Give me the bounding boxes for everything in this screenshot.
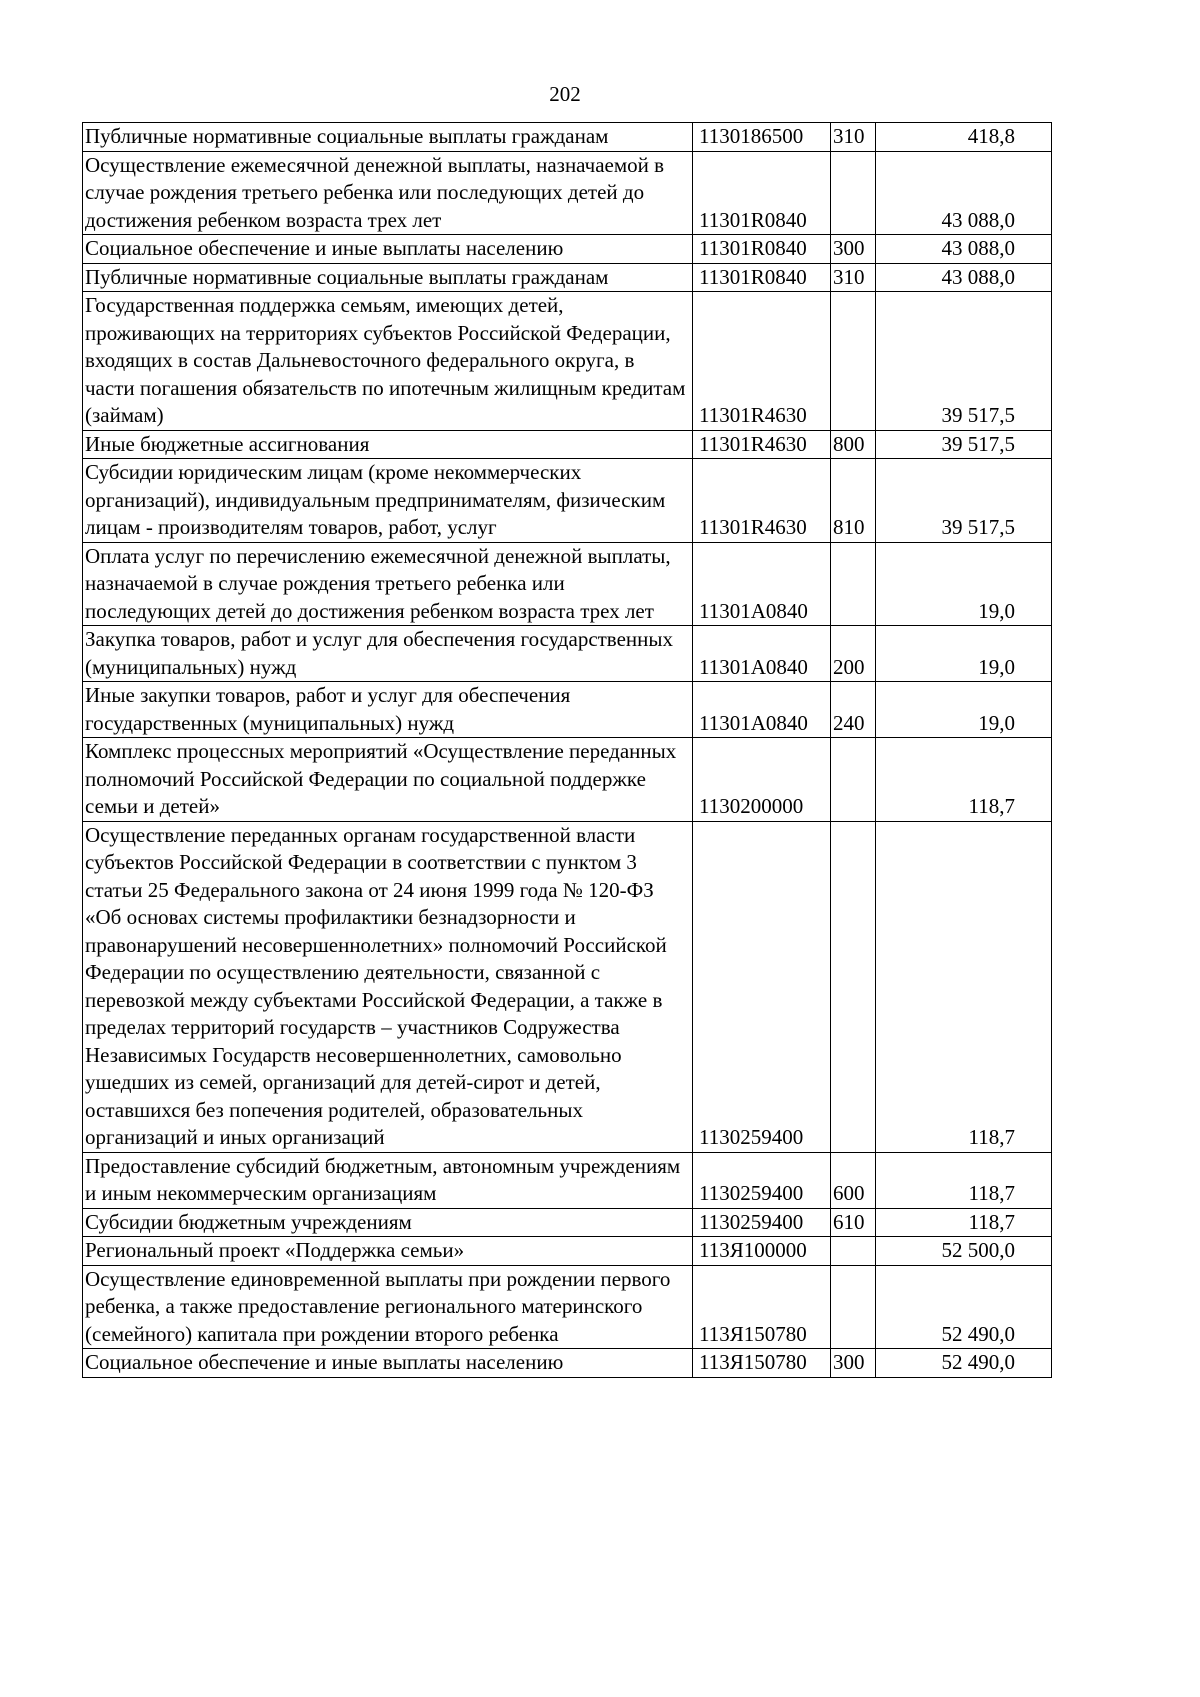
row-amount: 19,0 xyxy=(876,542,1052,626)
row-name: Субсидии юридическим лицам (кроме некоммерческих организаций), индивидуальным предпринимателям, физическим лицам - производителям товаров, работ, услуг xyxy=(83,459,693,543)
row-code: 11301R4630 xyxy=(693,430,831,459)
row-name: Осуществление ежемесячной денежной выплаты, назначаемой в случае рождения третьего ребенка или последующих детей до достижения ребенком возраста трех лет xyxy=(83,151,693,235)
row-type: 300 xyxy=(831,1349,876,1378)
table-row xyxy=(83,1237,1052,1266)
row-amount: 19,0 xyxy=(876,626,1052,682)
table-row xyxy=(83,263,1052,292)
row-amount: 43 088,0 xyxy=(876,235,1052,264)
row-amount: 39 517,5 xyxy=(876,459,1052,543)
row-name: Социальное обеспечение и иные выплаты населению xyxy=(83,1349,693,1378)
row-amount: 39 517,5 xyxy=(876,430,1052,459)
row-name: Закупка товаров, работ и услуг для обеспечения государственных (муниципальных) нужд xyxy=(83,626,693,682)
row-code: 11301A0840 xyxy=(693,542,831,626)
row-code: 11301R0840 xyxy=(693,263,831,292)
table-row xyxy=(83,542,1052,626)
row-type: 300 xyxy=(831,235,876,264)
row-type xyxy=(831,738,876,822)
row-code: 11301R0840 xyxy=(693,151,831,235)
row-code: 11301R4630 xyxy=(693,459,831,543)
row-type: 310 xyxy=(831,263,876,292)
row-code: 1130259400 xyxy=(693,1208,831,1237)
row-type xyxy=(831,1237,876,1266)
row-name: Осуществление единовременной выплаты при рождении первого ребенка, а также предоставление регионального материнского (семейного) капитала при рождении второго ребенка xyxy=(83,1265,693,1349)
row-type xyxy=(831,821,876,1152)
row-name: Осуществление переданных органам государственной власти субъектов Российской Федерации в соответствии с пунктом 3 статьи 25 Федерального закона от 24 июня 1999 года № 120-ФЗ «Об основах системы профилактики безнадзорности и правонарушений несовершеннолетних» полномочий Российской Федерации по осуществлению деятельности, связанной с перевозкой между субъектами Российской Федерации, а также в пределах территорий государств – участников Содружества Независимых Государств несовершеннолетних, самовольно ушедших из семей, организаций для детей-сирот и детей, оставшихся без попечения родителей, образовательных организаций и иных организаций xyxy=(83,821,693,1152)
row-name: Иные бюджетные ассигнования xyxy=(83,430,693,459)
row-name: Региональный проект «Поддержка семьи» xyxy=(83,1237,693,1266)
table-row xyxy=(83,459,1052,543)
row-amount: 118,7 xyxy=(876,738,1052,822)
row-name: Комплекс процессных мероприятий «Осуществление переданных полномочий Российской Федерации по социальной поддержке семьи и детей» xyxy=(83,738,693,822)
table-row xyxy=(83,1152,1052,1208)
row-type xyxy=(831,151,876,235)
budget-table xyxy=(82,122,1052,1378)
row-name: Государственная поддержка семьям, имеющих детей, проживающих на территориях субъектов Российской Федерации, входящих в состав Дальневосточного федерального округа, в части погашения обязательств по ипотечным жилищным кредитам (займам) xyxy=(83,292,693,431)
row-code: 113Я150780 xyxy=(693,1349,831,1378)
row-type: 240 xyxy=(831,682,876,738)
row-name: Предоставление субсидий бюджетным, автономным учреждениям и иным некоммерческим организациям xyxy=(83,1152,693,1208)
row-code: 11301A0840 xyxy=(693,682,831,738)
row-code: 11301R0840 xyxy=(693,235,831,264)
table-row xyxy=(83,626,1052,682)
row-amount: 39 517,5 xyxy=(876,292,1052,431)
row-code: 113Я150780 xyxy=(693,1265,831,1349)
row-code: 1130259400 xyxy=(693,821,831,1152)
row-amount: 52 490,0 xyxy=(876,1265,1052,1349)
row-amount: 43 088,0 xyxy=(876,151,1052,235)
row-amount: 118,7 xyxy=(876,821,1052,1152)
table-row xyxy=(83,123,1052,152)
table-row xyxy=(83,1349,1052,1378)
row-type xyxy=(831,292,876,431)
row-code: 1130200000 xyxy=(693,738,831,822)
row-type: 310 xyxy=(831,123,876,152)
row-type xyxy=(831,1265,876,1349)
table-row xyxy=(83,235,1052,264)
row-code: 1130186500 xyxy=(693,123,831,152)
row-amount: 43 088,0 xyxy=(876,263,1052,292)
table-row xyxy=(83,738,1052,822)
row-type: 610 xyxy=(831,1208,876,1237)
row-amount: 418,8 xyxy=(876,123,1052,152)
row-name: Иные закупки товаров, работ и услуг для обеспечения государственных (муниципальных) нужд xyxy=(83,682,693,738)
row-code: 11301R4630 xyxy=(693,292,831,431)
row-name: Субсидии бюджетным учреждениям xyxy=(83,1208,693,1237)
row-amount: 118,7 xyxy=(876,1152,1052,1208)
row-code: 1130259400 xyxy=(693,1152,831,1208)
row-code: 11301A0840 xyxy=(693,626,831,682)
row-type: 200 xyxy=(831,626,876,682)
row-amount: 52 490,0 xyxy=(876,1349,1052,1378)
row-type: 800 xyxy=(831,430,876,459)
table-row xyxy=(83,682,1052,738)
row-type xyxy=(831,542,876,626)
table-row xyxy=(83,1265,1052,1349)
row-amount: 118,7 xyxy=(876,1208,1052,1237)
row-name: Публичные нормативные социальные выплаты гражданам xyxy=(83,263,693,292)
row-name: Социальное обеспечение и иные выплаты населению xyxy=(83,235,693,264)
row-amount: 52 500,0 xyxy=(876,1237,1052,1266)
table-row xyxy=(83,430,1052,459)
row-type: 600 xyxy=(831,1152,876,1208)
table-row xyxy=(83,292,1052,431)
row-code: 113Я100000 xyxy=(693,1237,831,1266)
row-amount: 19,0 xyxy=(876,682,1052,738)
table-row xyxy=(83,151,1052,235)
table-row xyxy=(83,1208,1052,1237)
row-type: 810 xyxy=(831,459,876,543)
row-name: Оплата услуг по перечислению ежемесячной денежной выплаты, назначаемой в случае рождения третьего ребенка или последующих детей до достижения ребенком возраста трех лет xyxy=(83,542,693,626)
row-name: Публичные нормативные социальные выплаты гражданам xyxy=(83,123,693,152)
table-row xyxy=(83,821,1052,1152)
budget-table-body xyxy=(83,123,1052,1378)
page-number: 202 xyxy=(549,82,581,106)
